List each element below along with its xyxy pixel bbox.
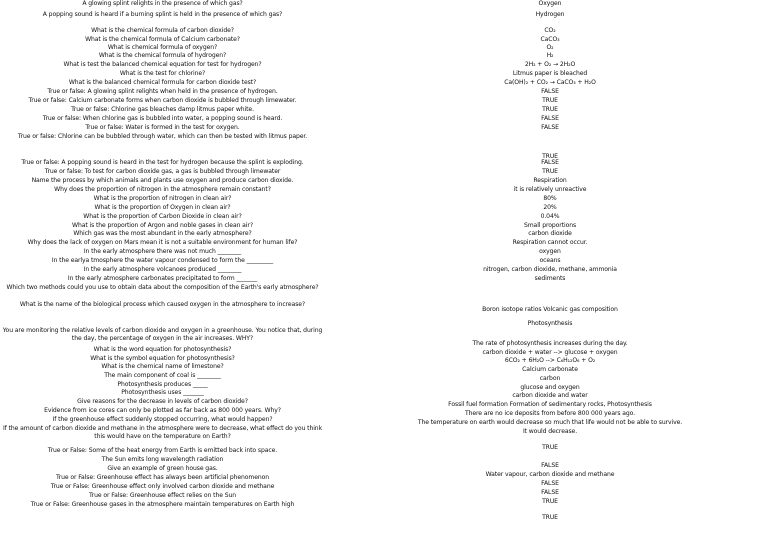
question-text: True or false: Chlorine gas bleaches damp litmus paper white. <box>71 106 254 113</box>
question-text: What is the balanced chemical formula for carbon dioxide test? <box>68 79 257 86</box>
answer-text: FALSE <box>541 489 559 496</box>
answer-text: it is relatively unreactive <box>513 186 587 193</box>
answer-text: 6CO₂ + 6H₂O --> C₆H₁₂O₆ + O₂ <box>504 357 596 364</box>
question-text: The Sun emits long wavelength radiation <box>101 456 224 463</box>
question-text: What is the symbol equation for photosynthesis? <box>90 355 235 362</box>
answer-text: TRUE <box>542 106 558 113</box>
question-text: Why does the lack of oxygen on Mars mean it is not a suitable environment for human life? <box>27 239 298 246</box>
answer-text: The temperature on earth would decrease so much that life would not be able to survive. <box>417 419 683 426</box>
question-text: Name the process by which animals and plants use oxygen and produce carbon dioxide. <box>31 177 294 184</box>
question-text: What is chemical formula of oxygen? <box>107 44 218 51</box>
question-text: If the greenhouse effect suddenly stopped occurring, what would happen? <box>52 416 273 423</box>
question-text: What is the word equation for photosynthesis? <box>93 346 232 353</box>
question-text: What is the chemical name of limestone? <box>101 363 224 370</box>
answer-text: FALSE <box>541 462 559 469</box>
question-text: In the early atmosphere volcanoes produced ________ <box>83 266 242 273</box>
answer-text: Boron isotope ratios Volcanic gas composition <box>482 306 618 313</box>
answer-text: Fossil fuel formation Formation of sedimentary rocks, Photosynthesis <box>448 401 652 408</box>
question-text: Photosynthesis produces _____ <box>117 381 208 388</box>
answer-text: Hydrogen <box>535 11 565 18</box>
answer-text: 2H₂ + O₂ → 2H₂O <box>524 61 576 68</box>
question-text: True or false: When chlorine gas is bubbled into water, a popping sound is heard. <box>42 115 283 122</box>
question-text: What is the chemical formula of hydrogen? <box>98 52 227 59</box>
question-text: What is the name of the biological process which caused oxygen in the atmosphere to increase? <box>19 301 306 308</box>
question-text: Give an example of green house gas. <box>107 465 218 472</box>
answer-text: carbon dioxide and water <box>512 392 588 399</box>
answer-text: FALSE <box>541 124 559 131</box>
answer-text: carbon dioxide <box>528 230 572 237</box>
answer-text: sediments <box>534 275 566 282</box>
answer-text: 20% <box>543 204 557 211</box>
question-text: True or false: Water is formed in the test for oxygen. <box>85 124 240 131</box>
answer-text: Ca(OH)₂ + CO₂ → CaCO₃ + H₂O <box>504 79 596 86</box>
question-text: True or False: Some of the heat energy from Earth is emitted back into space. <box>47 447 278 454</box>
answer-text: Respiration cannot occur. <box>512 239 588 246</box>
question-text: In the earlya tmosphere the water vapour condensed to form the _________ <box>51 257 274 264</box>
question-text: What is the proportion of Argon and noble gases in clean air? <box>72 222 253 229</box>
answer-text: Calcium carbonate <box>522 366 578 373</box>
answer-text: carbon <box>539 375 561 382</box>
answer-text: Water vapour, carbon dioxide and methane <box>485 471 615 478</box>
question-text: True or False: Greenhouse gases in the atmosphere maintain temperatures on Earth high <box>30 501 295 508</box>
answer-text: FALSE <box>541 159 559 166</box>
answer-text: glucose and oxygen <box>520 384 580 391</box>
question-text: True or false: A glowing splint relights when held in the presence of hydrogen. <box>47 88 278 95</box>
answer-text: CaCO₃ <box>540 36 560 43</box>
question-text: Photosynthesis uses _______ <box>121 389 204 396</box>
answer-text: Small proportions <box>523 222 577 229</box>
answer-text: FALSE <box>541 88 559 95</box>
answer-text: oceans <box>539 257 561 264</box>
answer-text: The rate of photosynthesis increases during the day. <box>472 340 628 347</box>
question-text: True or false: Chlorine can be bubbled through water, which can then be tested with litmus paper. <box>17 133 308 140</box>
answer-text: nitrogen, carbon dioxide, methane, ammonia <box>483 266 617 273</box>
question-text: Evidence from ice cores can only be plotted as far back as 800 000 years. Why? <box>44 407 281 414</box>
answer-text: TRUE <box>542 168 558 175</box>
question-text: You are monitoring the relative levels of carbon dioxide and oxygen in a greenhouse. You notice that, during the day, the percentage of oxygen in the air increases. WHY? <box>2 327 323 343</box>
question-text: The main component of coal is ________ <box>104 372 221 379</box>
question-text: True or False: Greenhouse effect relies on the Sun <box>89 492 236 499</box>
question-text: In the early atmosphere carbonates precipitated to form _______ <box>67 275 258 282</box>
answer-text: TRUE <box>542 498 558 505</box>
answer-text: FALSE <box>541 480 559 487</box>
question-text: A popping sound is heard if a burning splint is held in the presence of which gas? <box>42 11 283 18</box>
answer-text: Photosynthesis <box>527 320 573 327</box>
answer-text: Litmus paper is bleached <box>512 70 588 77</box>
answer-text: It would decrease. <box>522 428 578 435</box>
answer-text: FALSE <box>541 115 559 122</box>
question-text: Which two methods could you use to obtain data about the composition of the Earth's early atmosphere? <box>6 284 319 291</box>
question-text: True or False: Greenhouse effect only involved carbon dioxide and methane <box>50 483 275 490</box>
question-text: What is the proportion of Oxygen in clean air? <box>94 204 231 211</box>
question-text: True or false: Calcium carbonate forms when carbon dioxide is bubbled through limewater. <box>28 97 297 104</box>
answer-text: O₂ <box>546 44 554 51</box>
question-text: Which gas was the most abundant in the early atmosphere? <box>73 230 252 237</box>
answer-text: Respiration <box>533 177 567 184</box>
answer-text: 80% <box>543 195 557 202</box>
question-text: A glowing splint relights in the presence of which gas? <box>82 0 243 7</box>
answer-text: CO₂ <box>544 27 556 34</box>
question-text: True or False: Greenhouse effect has always been artificial phenomenon <box>55 474 270 481</box>
answer-text: TRUE <box>542 444 558 451</box>
question-text: What is the chemical formula of Calcium carbonate? <box>85 36 240 43</box>
answer-text: H₂ <box>546 52 554 59</box>
question-text: If the amount of carbon dioxide and methane in the atmosphere were to decrease, what effect do you think this would have on the temperature on Earth? <box>2 425 322 441</box>
question-text: In the early atmosphere there was not much ________ <box>83 248 242 255</box>
answer-text: TRUE <box>542 153 558 160</box>
question-text: True or false: To test for carbon dioxide gas, a gas is bubbled through limewater <box>44 168 281 175</box>
question-text: What is the chemical formula of carbon dioxide? <box>91 27 234 34</box>
answer-text: TRUE <box>542 514 558 521</box>
answer-text: Oxygen <box>538 0 562 7</box>
question-text: True or false: A popping sound is heard in the test for hydrogen because the splint is exploding. <box>21 159 304 166</box>
answer-text: carbon dioxide + water --> glucose + oxygen <box>482 349 618 356</box>
question-text: Why does the proportion of nitrogen in the atmosphere remain constant? <box>54 186 271 193</box>
answer-text: oxygen <box>539 248 561 255</box>
question-text: What is the test for chlorine? <box>119 70 206 77</box>
question-text: What is test the balanced chemical equation for test for hydrogen? <box>63 61 262 68</box>
question-text: What is the proportion of Carbon Dioxide in clean air? <box>83 213 242 220</box>
answer-text: There are no ice deposits from before 800 000 years ago. <box>464 410 636 417</box>
answer-text: TRUE <box>542 97 558 104</box>
question-text: Give reasons for the decrease in levels of carbon dioxide? <box>77 398 248 405</box>
answer-text: 0.04% <box>540 213 560 220</box>
question-text: What is the proportion of nitrogen in clean air? <box>93 195 232 202</box>
